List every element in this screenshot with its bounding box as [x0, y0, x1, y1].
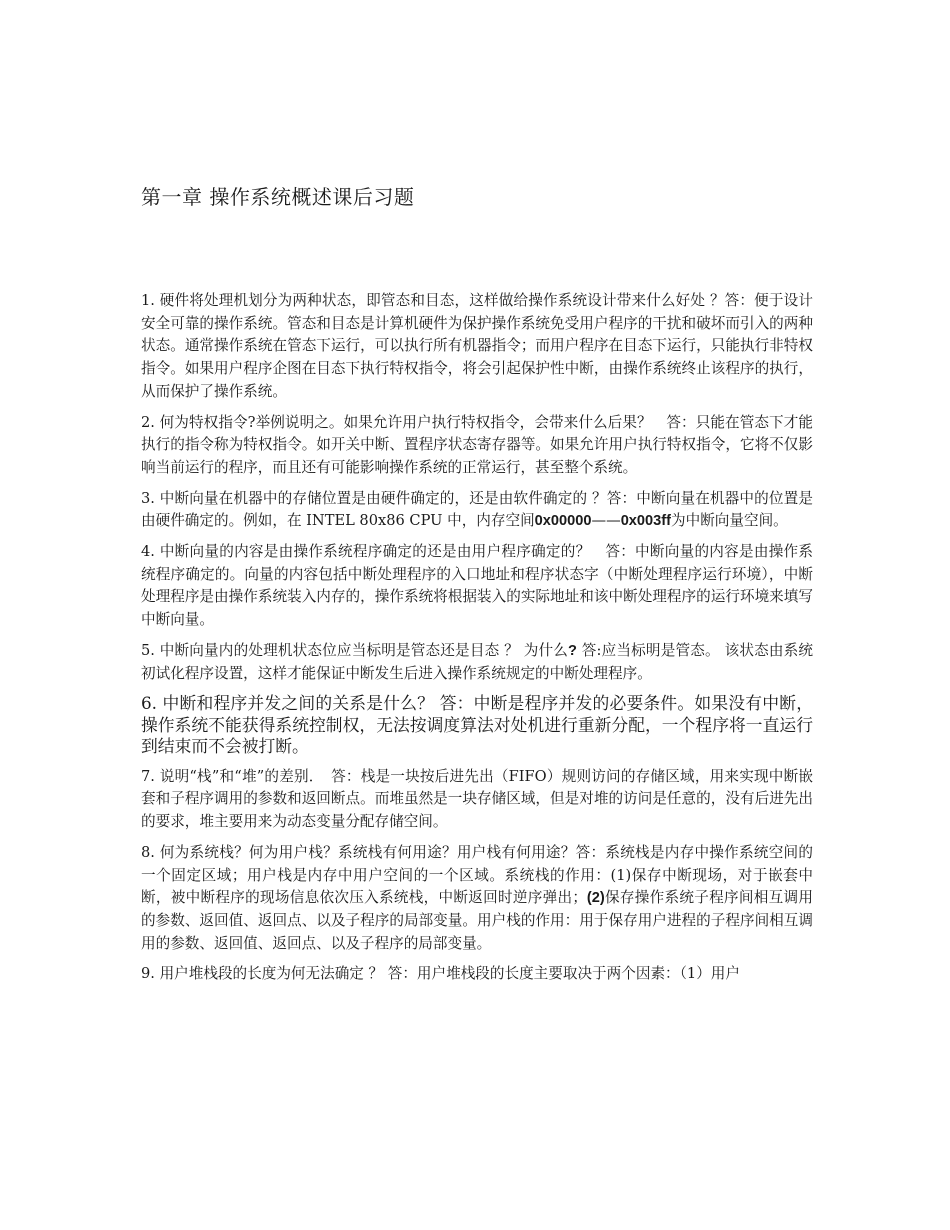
- question-2: [141, 412, 813, 480]
- question-6: [141, 693, 813, 758]
- question-8: [141, 842, 813, 956]
- question-6-text: 6. 中断和程序并发之间的关系是什么？: [141, 693, 440, 714]
- address-dash: ——: [591, 512, 621, 530]
- document-body: [141, 290, 813, 994]
- question-1-text: 1. 硬件将处理机划分为两种状态，即管态和目态，这样做给操作系统设计带来什么好处 ？答：便于设计安全可靠的操作系统。管态和目态是计算机硬件为保护操作系统免受用户程序的干扰和破坏而引入的两种状态。通常操作系统在管态下运行，可以执行所有机器指令；而用户程序在目态下运行，只能执行非特权指令。如果用户程序企图在目态下执行特权指令，将会引起保护性中断，由操作系统终止该程序的执行，从而保护了操作系统。: [141, 292, 813, 400]
- question-3: [141, 488, 813, 533]
- question-7: [141, 766, 813, 834]
- question-3-text-end: 为中断向量空间。: [671, 512, 788, 530]
- question-8-text: 8. 何为系统栈？何为用户栈？系统栈有何用途？用户栈有何用途？答：系统栈是内存中操作系统空间的一个固定区域；用户栈是内存中用户空间的一个区域。系统栈的作用：(1)保存中断现场，对于嵌套中断，被中断程序的现场信息依次压入系统栈，中断返回时逆序弹出；: [141, 843, 813, 907]
- question-9: [141, 963, 813, 986]
- address-start: 0x00000: [534, 513, 592, 530]
- question-8-text-end: 保存操作系统子程序间相互调用的参数、返回值、返回点、以及子程序的局部变量。用户栈的作用：用于保存用户进程的子程序间相互调用的参数、返回值、返回点、以及子程序的局部变量。: [141, 889, 813, 952]
- question-7-text: 7. 说明“栈”和“堆”的差别． 答：栈是一块按后进先出（FIFO）规则访问的存储区域，用来实现中断嵌套和子程序调用的参数和返回断点。而堆虽然是一块存储区域，但是对堆的访问是任意的，没有后进先出的要求，堆主要用来为动态变量分配存储空间。: [141, 767, 813, 831]
- item-number-2: (2): [586, 890, 605, 907]
- question-5-answer: 答:应当标明是管态。 该状态由系统初试化程序设置，这样才能保证中断发生后进入操作系统规定的中断处理程序。: [141, 641, 813, 682]
- question-6-answer: 答：中断是程序并发的必要条件。如果没有中断，操作系统不能获得系统控制权，无法按调度算法对处机进行重新分配，一个程序将一直运行到结束而不会被打断。: [141, 693, 813, 757]
- question-9-text: 9. 用户堆栈段的长度为何无法确定 ？ 答：用户堆栈段的长度主要取决于两个因素：（1）用户: [141, 965, 740, 983]
- question-5-text: 5. 中断向量内的处理机状态位应当标明是管态还是目态 ？ 为什么: [141, 641, 569, 659]
- question-mark: ?: [568, 642, 577, 659]
- question-4: [141, 541, 813, 632]
- page-title: 第一章 操作系统概述课后习题: [141, 185, 415, 209]
- address-end: 0x003ff: [620, 513, 671, 530]
- question-3-text: 3. 中断向量在机器中的存储位置是由硬件确定的，还是由软件确定的 ？答：中断向量在机器中的位置是由硬件确定的。例如，在 INTEL 80x86 CPU 中，内存空间: [141, 489, 813, 530]
- question-5: [141, 640, 813, 685]
- question-2-text: 2. 何为特权指令?举例说明之。如果允许用户执行特权指令，会带来什么后果？ 答：只能在管态下才能执行的指令称为特权指令。如开关中断、置程序状态寄存器等。如果允许用户执行特权指令，它将不仅影响当前运行的程序，而且还有可能影响操作系统的正常运行，甚至整个系统。: [141, 413, 813, 476]
- question-4-text: 4. 中断向量的内容是由操作系统程序确定的还是由用户程序确定的？ 答：中断向量的内容是由操作系统程序确定的。向量的内容包括中断处理程序的入口地址和程序状态字（中断处理程序运行环境），中断处理程序是由操作系统装入内存的，操作系统将根据装入的实际地址和该中断处理程序的运行环境来填写中断向量。: [141, 543, 813, 629]
- question-1: [141, 290, 813, 404]
